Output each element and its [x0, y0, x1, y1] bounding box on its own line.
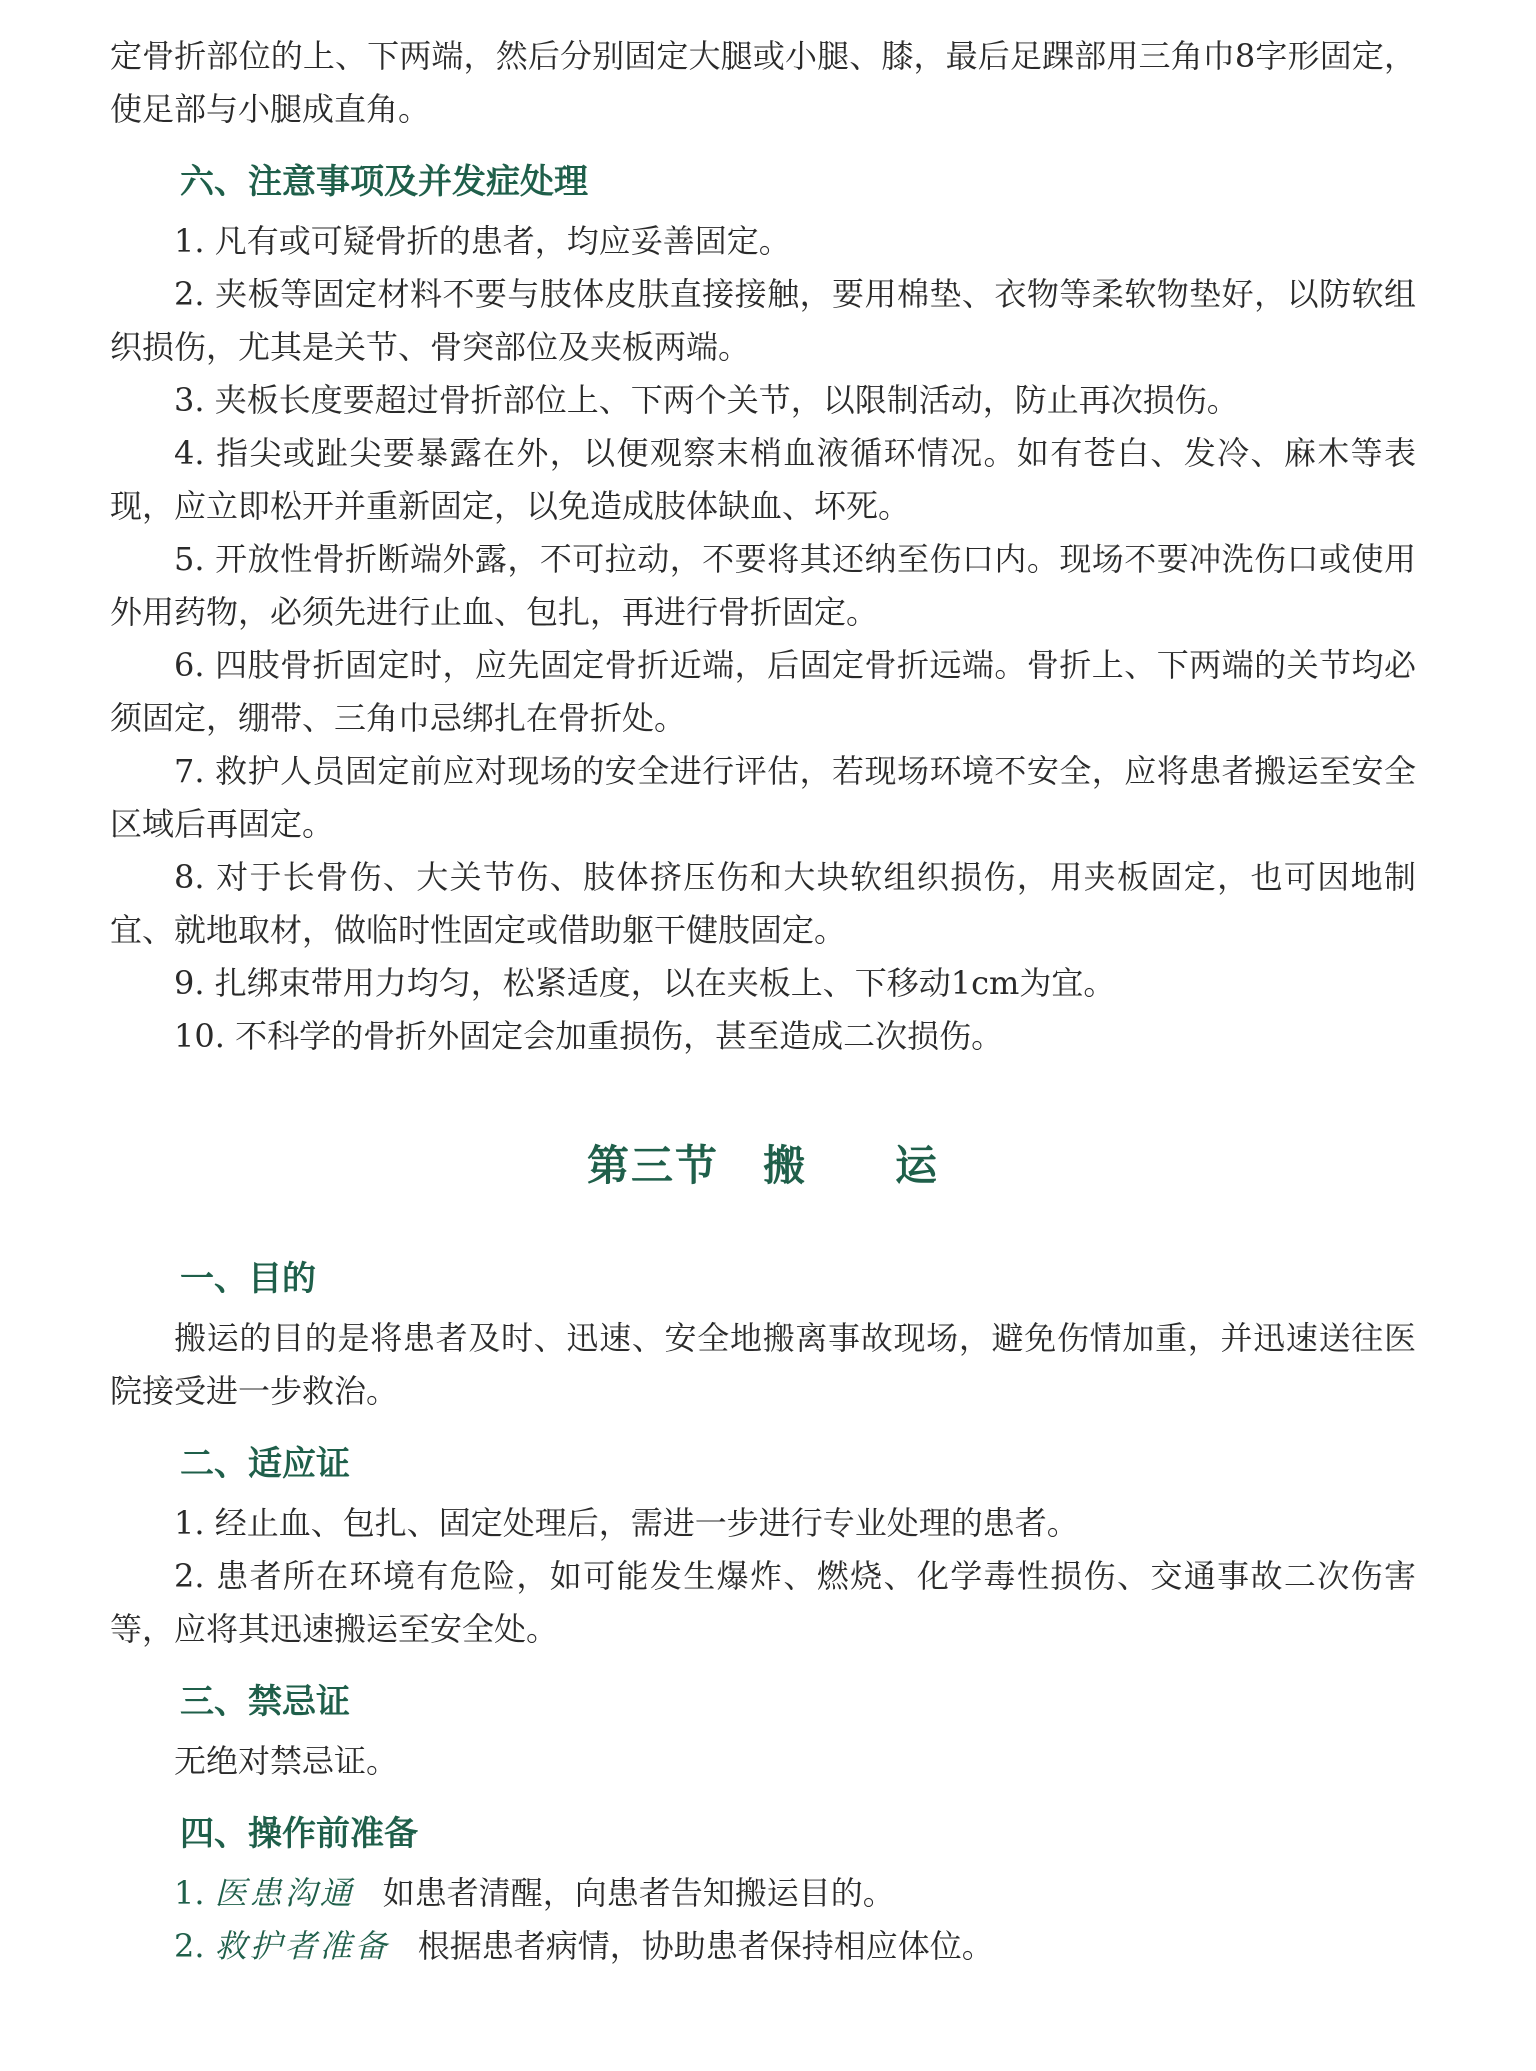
precaution-item-5: 5. 开放性骨折断端外露，不可拉动，不要将其还纳至伤口内。现场不要冲洗伤口或使用外用药物，必须先进行止血、包扎，再进行骨折固定。	[110, 540, 1416, 631]
contraindication-paragraph: 无绝对禁忌证。	[174, 1742, 399, 1780]
precaution-item-8: 8. 对于长骨伤、大关节伤、肢体挤压伤和大块软组织损伤，用夹板固定，也可因地制宜、就地取材，做临时性固定或借助躯干健肢固定。	[110, 858, 1416, 949]
section-heading-purpose: 一、目的	[180, 1259, 316, 1299]
preparation-item-2	[110, 1920, 1416, 1973]
section-heading-contraindications: 三、禁忌证	[180, 1682, 350, 1722]
chapter-title: 第三节 搬 运	[586, 1141, 939, 1190]
precaution-item-9: 9. 扎绑束带用力均匀，松紧适度，以在夹板上、下移动1cm为宜。	[174, 964, 1116, 1002]
intro-paragraph: 定骨折部位的上、下两端，然后分别固定大腿或小腿、膝，最后足踝部用三角巾8字形固定，使足部与小腿成直角。	[110, 37, 1416, 128]
preparation-item-1	[110, 1867, 1416, 1920]
preparation-item-number: 1.	[174, 1874, 205, 1912]
precaution-item-2: 2. 夹板等固定材料不要与肢体皮肤直接接触，要用棉垫、衣物等柔软物垫好，以防软组织损伤，尤其是关节、骨突部位及夹板两端。	[110, 275, 1416, 366]
preparation-item-label: 医患沟通	[214, 1874, 355, 1912]
preparation-item-label: 救护者准备	[214, 1927, 390, 1965]
precaution-item-3: 3. 夹板长度要超过骨折部位上、下两个关节，以限制活动，防止再次损伤。	[174, 381, 1239, 419]
page-content	[110, 22, 1416, 1973]
precaution-item-4: 4. 指尖或趾尖要暴露在外，以便观察末梢血液循环情况。如有苍白、发冷、麻木等表现，应立即松开并重新固定，以免造成肢体缺血、坏死。	[110, 434, 1416, 525]
preparation-item-text: 如患者清醒，向患者告知搬运目的。	[382, 1874, 895, 1912]
preparation-item-text: 根据患者病情，协助患者保持相应体位。	[417, 1927, 994, 1965]
section-heading-indications: 二、适应证	[180, 1444, 350, 1484]
indication-item-1: 1. 经止血、包扎、固定处理后，需进一步进行专业处理的患者。	[174, 1504, 1079, 1542]
precaution-item-6: 6. 四肢骨折固定时，应先固定骨折近端，后固定骨折远端。骨折上、下两端的关节均必须固定，绷带、三角巾忌绑扎在骨折处。	[110, 646, 1416, 737]
indication-item-2: 2. 患者所在环境有危险，如可能发生爆炸、燃烧、化学毒性损伤、交通事故二次伤害等，应将其迅速搬运至安全处。	[110, 1557, 1416, 1648]
section-heading-preparation: 四、操作前准备	[180, 1814, 418, 1854]
precaution-item-1: 1. 凡有或可疑骨折的患者，均应妥善固定。	[174, 222, 791, 260]
section-heading-precautions: 六、注意事项及并发症处理	[180, 162, 588, 202]
purpose-paragraph: 搬运的目的是将患者及时、迅速、安全地搬离事故现场，避免伤情加重，并迅速送往医院接受进一步救治。	[110, 1319, 1416, 1410]
preparation-item-number: 2.	[174, 1927, 205, 1965]
precaution-item-7: 7. 救护人员固定前应对现场的安全进行评估，若现场环境不安全，应将患者搬运至安全区域后再固定。	[110, 752, 1416, 843]
precaution-item-10: 10. 不科学的骨折外固定会加重损伤，甚至造成二次损伤。	[174, 1017, 1004, 1055]
